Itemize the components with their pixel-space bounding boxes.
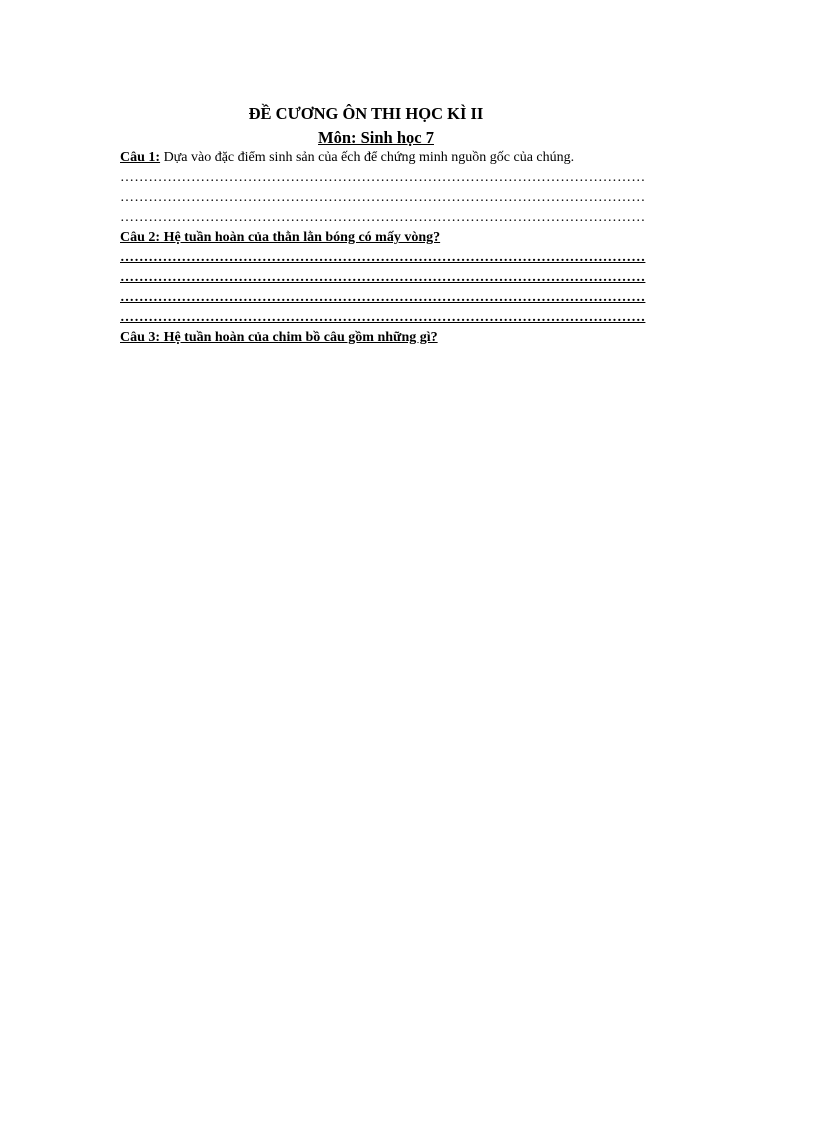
answer-line: …………………………………………………………………………………………………	[120, 270, 646, 285]
question-2-label: Câu 2:	[120, 230, 161, 245]
answer-line: …………………………………………………………………………………………………	[120, 190, 646, 205]
question-1	[120, 148, 696, 168]
answer-line: …………………………………………………………………………………………………	[120, 250, 646, 265]
question-2	[120, 228, 696, 248]
question-2-text: Hệ tuần hoàn của thằn lằn bóng có mấy vòng?	[160, 230, 441, 245]
question-1-text: Dựa vào đặc điểm sinh sản của ếch để chứng minh nguồn gốc của chúng.	[160, 150, 575, 165]
document-subject	[0, 128, 752, 148]
answer-line: …………………………………………………………………………………………………	[120, 210, 646, 225]
subject-text: Môn: Sinh học 7	[318, 128, 434, 147]
answer-line: …………………………………………………………………………………………………	[120, 290, 646, 305]
answer-line: …………………………………………………………………………………………………	[120, 310, 646, 325]
question-1-label: Câu 1:	[120, 150, 161, 165]
question-3	[120, 328, 696, 348]
answer-line: …………………………………………………………………………………………………	[120, 170, 646, 185]
questions-section	[120, 148, 696, 348]
question-3-text: Hệ tuần hoàn của chim bồ câu gồm những gì?	[160, 330, 438, 345]
document-title: ĐỀ CƯƠNG ÔN THI HỌC KÌ II	[248, 104, 484, 123]
question-3-label: Câu 3:	[120, 330, 161, 345]
